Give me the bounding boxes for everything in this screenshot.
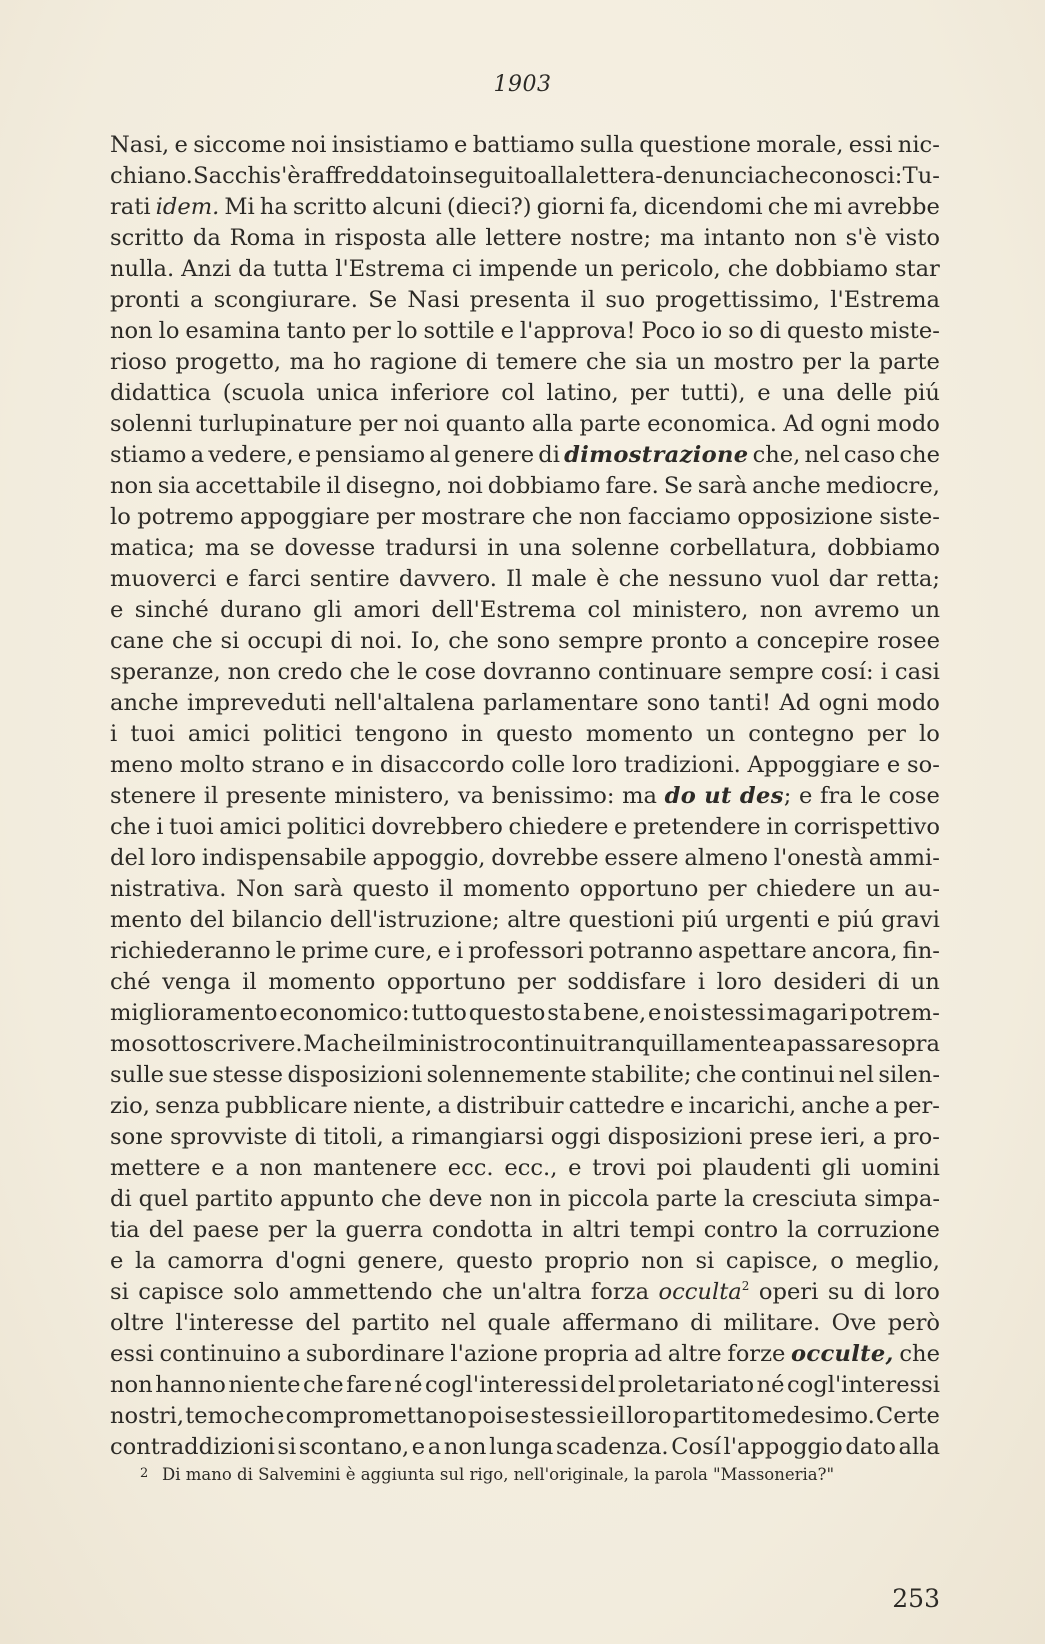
text-line: speranze, non credo che le cose dovranno continuare sempre cosí: i casi (110, 659, 940, 685)
text-line: lo potremo appoggiare per mostrare che non facciamo opposizione siste- (110, 504, 940, 530)
text-line: stenere il presente ministero, va benissimo: ma do ut des; e fra le cose (110, 783, 940, 809)
text-line: stiamo a vedere, e pensiamo al genere di dimostrazione che, nel caso che (110, 442, 940, 468)
text-line: nulla. Anzi da tutta l'Estrema ci impende un pericolo, che dobbiamo star (110, 256, 940, 282)
running-head-year: 1903 (493, 72, 552, 97)
text-line: mettere e a non mantenere ecc. ecc., e trovi poi plaudenti gli uomini (110, 1155, 940, 1181)
text-line: anche impreveduti nell'altalena parlamentare sono tanti! Ad ogni modo (110, 690, 940, 716)
text-line: non sia accettabile il disegno, noi dobbiamo fare. Se sarà anche mediocre, (110, 473, 940, 499)
text-line: contraddizioni si scontano, e a non lunga scadenza. Cosí l'appoggio dato alla (110, 1434, 940, 1460)
text-line: miglioramento economico: tutto questo sta bene, e noi stessi magari potrem- (110, 1000, 940, 1026)
text-line: e la camorra d'ogni genere, questo proprio non si capisce, o meglio, (110, 1248, 940, 1274)
text-line: matica; ma se dovesse tradursi in una solenne corbellatura, dobbiamo (110, 535, 940, 561)
text-line: didattica (scuola unica inferiore col latino, per tutti), e una delle piú (110, 380, 940, 406)
text-line: chiano. Sacchi s'è raffreddato in seguito alla lettera-denuncia che conosci: Tu- (110, 163, 940, 189)
text-line: non lo esamina tanto per lo sottile e l'approva! Poco io so di questo miste- (110, 318, 940, 344)
text-line: solenni turlupinature per noi quanto alla parte economica. Ad ogni modo (110, 411, 940, 437)
text-line: tia del paese per la guerra condotta in altri tempi contro la corruzione (110, 1217, 940, 1243)
text-line: rati idem. Mi ha scritto alcuni (dieci?) giorni fa, dicendomi che mi avrebbe (110, 194, 940, 220)
text-line: sone sprovviste di titoli, a rimangiarsi oggi disposizioni prese ieri, a pro- (110, 1124, 940, 1150)
text-line: mento del bilancio dell'istruzione; altre questioni piú urgenti e piú gravi (110, 907, 940, 933)
footnote (140, 1463, 940, 1486)
text-line: nostri, temo che compromettano poi se stessi e il loro partito medesimo. Certe (110, 1403, 940, 1429)
footnote-number: 2 (140, 1466, 149, 1481)
text-line: mo sottoscrivere. Ma che il ministro continui tranquillamente a passare sopra (110, 1031, 940, 1057)
text-line: del loro indispensabile appoggio, dovrebbe essere almeno l'onestà ammi- (110, 845, 940, 871)
text-line: oltre l'interesse del partito nel quale affermano di militare. Ove però (110, 1310, 940, 1336)
text-line: scritto da Roma in risposta alle lettere nostre; ma intanto non s'è visto (110, 225, 940, 251)
text-line: sulle sue stesse disposizioni solennemente stabilite; che continui nel silen- (110, 1062, 940, 1088)
text-line: rioso progetto, ma ho ragione di temere che sia un mostro per la parte (110, 349, 940, 375)
text-line: cane che si occupi di noi. Io, che sono sempre pronto a concepire rosee (110, 628, 940, 654)
text-line: non hanno niente che fare né cogl'interessi del proletariato né cogl'interessi (110, 1372, 940, 1398)
text-line: essi continuino a subordinare l'azione propria ad altre forze occulte, che (110, 1341, 940, 1367)
text-line: che i tuoi amici politici dovrebbero chiedere e pretendere in corrispettivo (110, 814, 940, 840)
text-line: meno molto strano e in disaccordo colle loro tradizioni. Appoggiare e so- (110, 752, 940, 778)
text-line: muoverci e farci sentire davvero. Il male è che nessuno vuol dar retta; (110, 566, 940, 592)
text-line: ché venga il momento opportuno per soddisfare i loro desideri di un (110, 969, 940, 995)
text-line: nistrativa. Non sarà questo il momento opportuno per chiedere un au- (110, 876, 940, 902)
text-line: di quel partito appunto che deve non in piccola parte la cresciuta simpa- (110, 1186, 940, 1212)
letter-body-text (110, 130, 940, 1463)
text-line: i tuoi amici politici tengono in questo momento un contegno per lo (110, 721, 940, 747)
text-line: si capisce solo ammettendo che un'altra forza occulta$^2$ operi su di loro (110, 1279, 940, 1305)
text-line: Nasi, e siccome noi insistiamo e battiamo sulla questione morale, essi nic- (110, 132, 940, 158)
footnote-text: Di mano di Salvemini è aggiunta sul rigo, nell'originale, la parola "Massoneria?" (162, 1465, 835, 1484)
page-number: 253 (892, 1584, 940, 1613)
text-line: e sinché durano gli amori dell'Estrema col ministero, non avremo un (110, 597, 940, 623)
text-line: pronti a scongiurare. Se Nasi presenta il suo progettissimo, l'Estrema (110, 287, 940, 313)
text-line: richiederanno le prime cure, e i professori potranno aspettare ancora, fin- (110, 938, 940, 964)
text-line: zio, senza pubblicare niente, a distribuir cattedre e incarichi, anche a per- (110, 1093, 940, 1119)
